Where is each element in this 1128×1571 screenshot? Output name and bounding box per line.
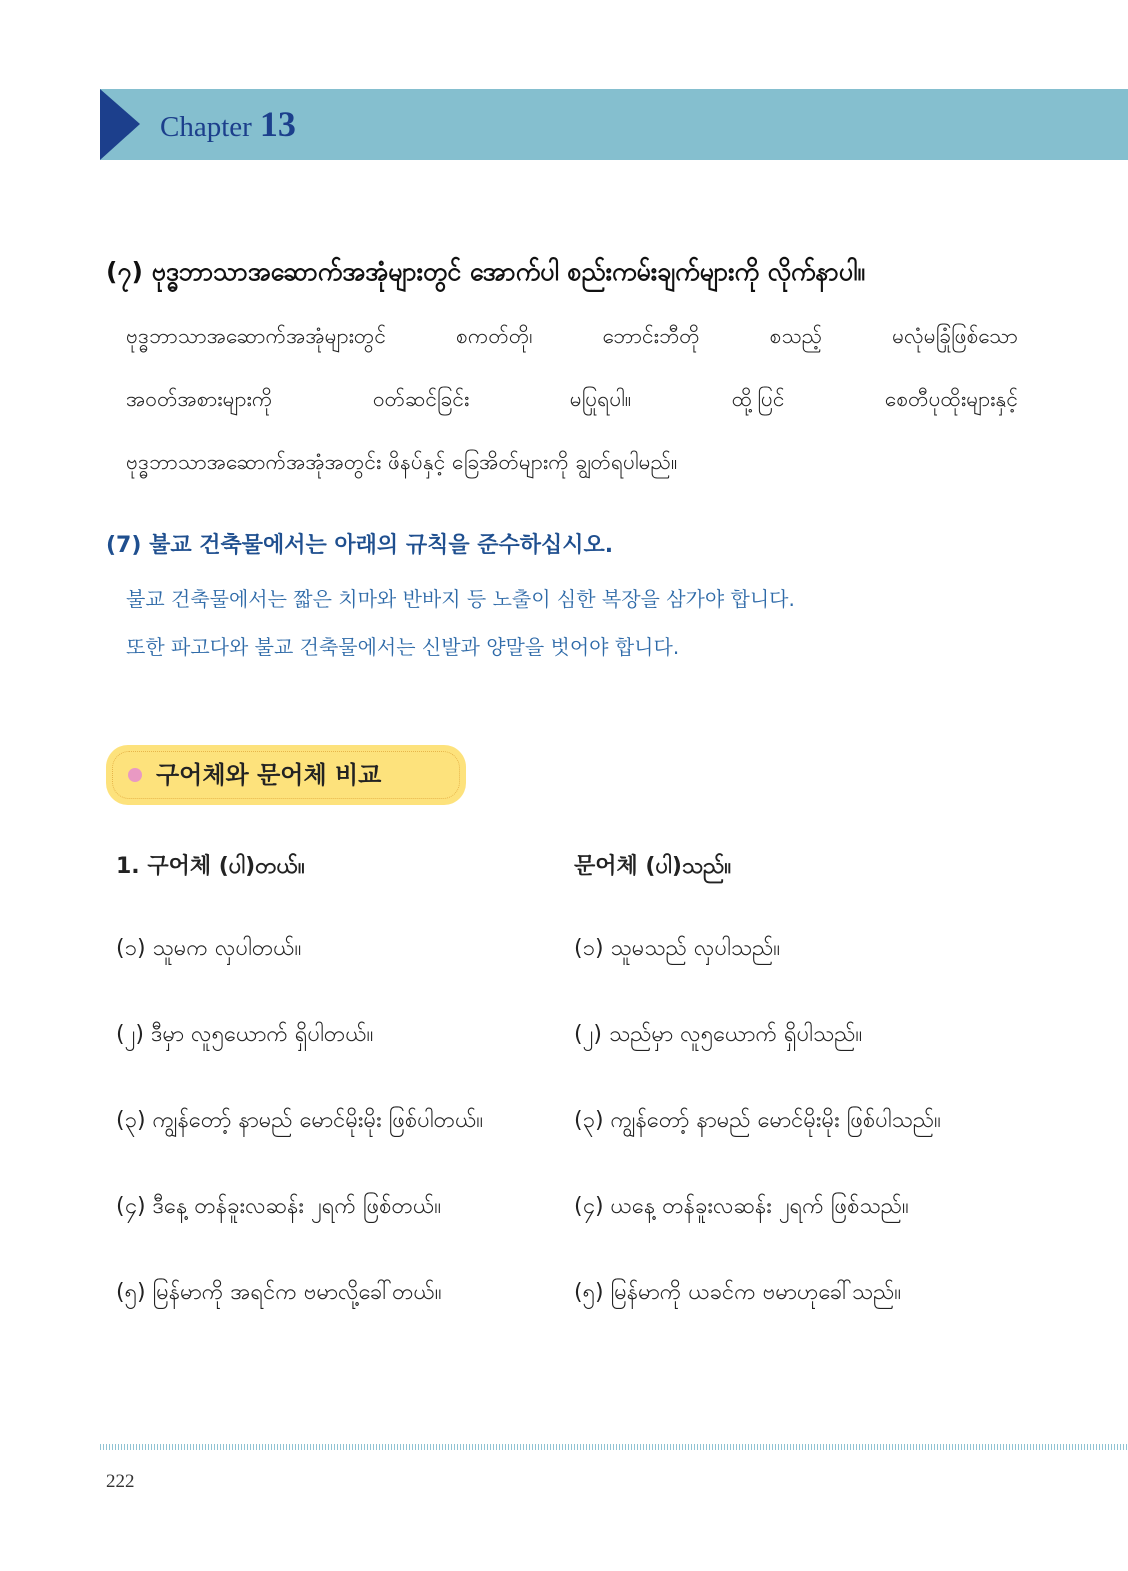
korean-paragraph-line-2: 또한 파고다와 불교 건축물에서는 신발과 양말을 벗어야 합니다. (126, 635, 680, 659)
footer-divider (100, 1444, 1128, 1450)
myanmar-word: ထို့ပြင် (731, 387, 785, 411)
myanmar-word: ဗုဒ္ဓဘာသာအဆောက်အအုံများတွင် (126, 324, 387, 348)
colloquial-example-1: (၁) သူမက လှပါတယ်။ (116, 936, 302, 961)
badge-label: 구어체와 문어체 비교 (156, 761, 382, 789)
korean-paragraph-line-1: 불교 건축물에서는 짧은 치마와 반바지 등 노출이 심한 복장을 삼가야 합니다. (126, 587, 795, 611)
myanmar-paragraph-line-2 (126, 379, 1018, 419)
literary-example-1: (၁) သူမသည် လှပါသည်။ (574, 936, 781, 961)
literary-column-header: 문어체 (ပါ)သည်။ (574, 854, 732, 879)
literary-example-3: (၃) ကျွန်တော့် နာမည် မောင်မိုးမိုး ဖြစ်ပါသည်။ (574, 1108, 941, 1133)
colloquial-example-4: (၄) ဒီနေ့ တန်ခူးလဆန်း ၂ရက် ဖြစ်တယ်။ (116, 1194, 441, 1219)
literary-example-5: (၅) မြန်မာကို ယခင်က ဗမာဟုခေါ်သည်။ (574, 1280, 902, 1305)
myanmar-word: မလုံမခြုံဖြစ်သော (892, 324, 1018, 348)
chapter-number: 13 (259, 104, 296, 144)
colloquial-column-header: 1. 구어체 (ပါ)တယ်။ (116, 854, 305, 879)
myanmar-section-heading: (၇) ဗုဒ္ဓဘာသာအဆောက်အအုံများတွင် အောက်ပါ စည်းကမ်းချက်များကို လိုက်နာပါ။ (106, 257, 865, 286)
myanmar-word: စကတ်တို၊ (456, 324, 533, 348)
chapter-title (160, 100, 296, 148)
bullet-dot-icon (128, 768, 142, 782)
section-badge (106, 745, 466, 805)
myanmar-paragraph-line-1 (126, 316, 1018, 356)
literary-example-4: (၄) ယနေ့ တန်ခူးလဆန်း ၂ရက် ဖြစ်သည်။ (574, 1194, 909, 1219)
colloquial-example-3: (၃) ကျွန်တော့် နာမည် မောင်မိုးမိုး ဖြစ်ပါတယ်။ (116, 1108, 484, 1133)
myanmar-word: စသည့် (769, 324, 823, 348)
myanmar-word: စေတီပုထိုးများနှင့် (884, 387, 1018, 411)
chapter-arrow-icon (100, 89, 140, 160)
literary-example-2: (၂) သည်မှာ လူ၅ယောက် ရှိပါသည်။ (574, 1022, 863, 1047)
korean-section-heading: (7) 불교 건축물에서는 아래의 규칙을 준수하십시오. (106, 533, 614, 558)
colloquial-example-5: (၅) မြန်မာကို အရင်က ဗမာလို့ခေါ်တယ်။ (116, 1280, 442, 1305)
myanmar-word: အဝတ်အစားများကို (126, 387, 273, 411)
myanmar-word: ဘောင်းဘီတို (602, 324, 700, 348)
myanmar-word: မပြုရပါ။ (569, 387, 632, 411)
myanmar-word: ဝတ်ဆင်ခြင်း (372, 387, 470, 411)
chapter-word: Chapter (160, 111, 252, 143)
myanmar-paragraph-line-3: ဗုဒ္ဓဘာသာအဆောက်အအုံအတွင်း ဖိနပ်နှင့် ခြေအိတ်များကို ချွတ်ရပါမည်။ (126, 450, 678, 474)
colloquial-example-2: (၂) ဒီမှာ လူ၅ယောက် ရှိပါတယ်။ (116, 1022, 374, 1047)
page-number: 222 (106, 1471, 135, 1492)
